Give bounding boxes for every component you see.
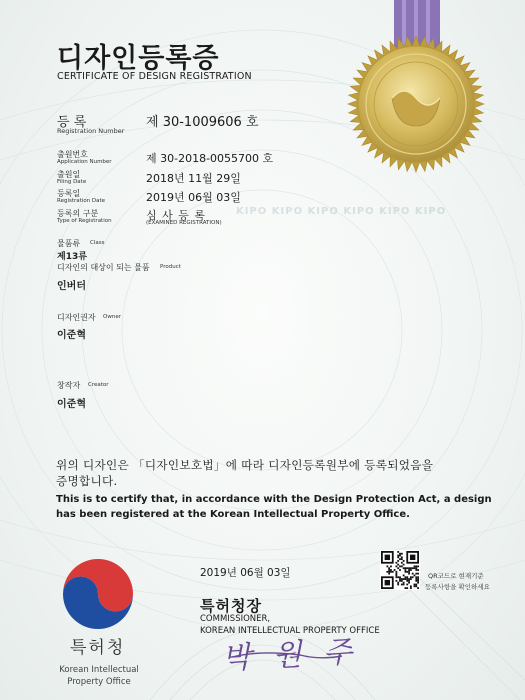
commissioner-en-2: KOREAN INTELLECTUAL PROPERTY OFFICE: [200, 626, 380, 636]
creator-label: 창작자: [57, 381, 81, 390]
qr-note-2: 등록사항을 확인하세요: [425, 583, 490, 591]
registration-date: 2019년 06월 03일: [146, 191, 241, 204]
title-korean: 디자인등록증: [57, 43, 220, 74]
certify-text-ko-2: 증명합니다.: [56, 474, 118, 488]
certify-text-en-2: has been registered at the Korean Intellectual Property Office.: [56, 509, 410, 520]
owner-label: 디자인권자: [57, 313, 96, 322]
application-label: 출원번호: [57, 150, 88, 159]
registration-type-en: (EXAMINED REGISTRATION): [146, 220, 222, 226]
filing-date: 2018년 11월 29일: [146, 172, 241, 185]
product-label-en: Product: [160, 264, 181, 270]
qr-note-1: QR코드로 현재기준: [428, 572, 484, 580]
kipo-watermark: KIPO KIPO KIPO KIPO KIPO KIPO: [236, 206, 447, 217]
gold-seal: [348, 36, 484, 172]
filing-date-label: 출원일: [57, 170, 81, 179]
class-label: 물품류: [57, 239, 81, 248]
commissioner-ko: 특허청장: [200, 597, 262, 615]
qr-code-icon: [380, 550, 420, 590]
kipo-name-ko: 특허청: [70, 638, 126, 658]
registration-number: 제 30-1009606 호: [146, 115, 259, 130]
commissioner-signature: 박 원 주: [221, 634, 360, 677]
kipo-logo-icon: [63, 559, 133, 629]
registration-date-label-en: Registration Date: [57, 198, 106, 204]
filing-date-label-en: Filing Date: [57, 179, 87, 185]
registration-label-en: Registration Number: [57, 127, 125, 135]
registration-type: 심 사 등 록: [146, 209, 206, 222]
owner-value: 이준혁: [57, 330, 86, 341]
registration-label: 등 록: [57, 115, 87, 130]
class-value: 제13류: [57, 252, 87, 262]
application-label-en: Application Number: [57, 159, 112, 165]
issue-date: 2019년 06월 03일: [200, 567, 291, 579]
registration-type-label-en: Type of Registration: [57, 218, 112, 224]
creator-value: 이준혁: [57, 399, 86, 410]
registration-date-label: 등록일: [57, 189, 81, 198]
registration-type-label: 등록의 구분: [57, 209, 99, 218]
owner-label-en: Owner: [103, 314, 121, 320]
title-english: CERTIFICATE OF DESIGN REGISTRATION: [57, 71, 252, 82]
certify-text-en-1: This is to certify that, in accordance with the Design Protection Act, a design: [56, 494, 492, 505]
product-label: 디자인의 대상이 되는 물품: [57, 263, 150, 272]
application-number: 제 30-2018-0055700 호: [146, 152, 274, 165]
creator-label-en: Creator: [88, 382, 109, 388]
commissioner-en-1: COMMISSIONER,: [200, 614, 271, 624]
kipo-name-en: Korean Intellectual Property Office: [59, 665, 139, 687]
product-value: 인버터: [57, 281, 86, 292]
certify-text-ko-1: 위의 디자인은 「디자인보호법」에 따라 디자인등록원부에 등록되었음을: [56, 458, 434, 472]
class-label-en: Class: [90, 240, 105, 246]
